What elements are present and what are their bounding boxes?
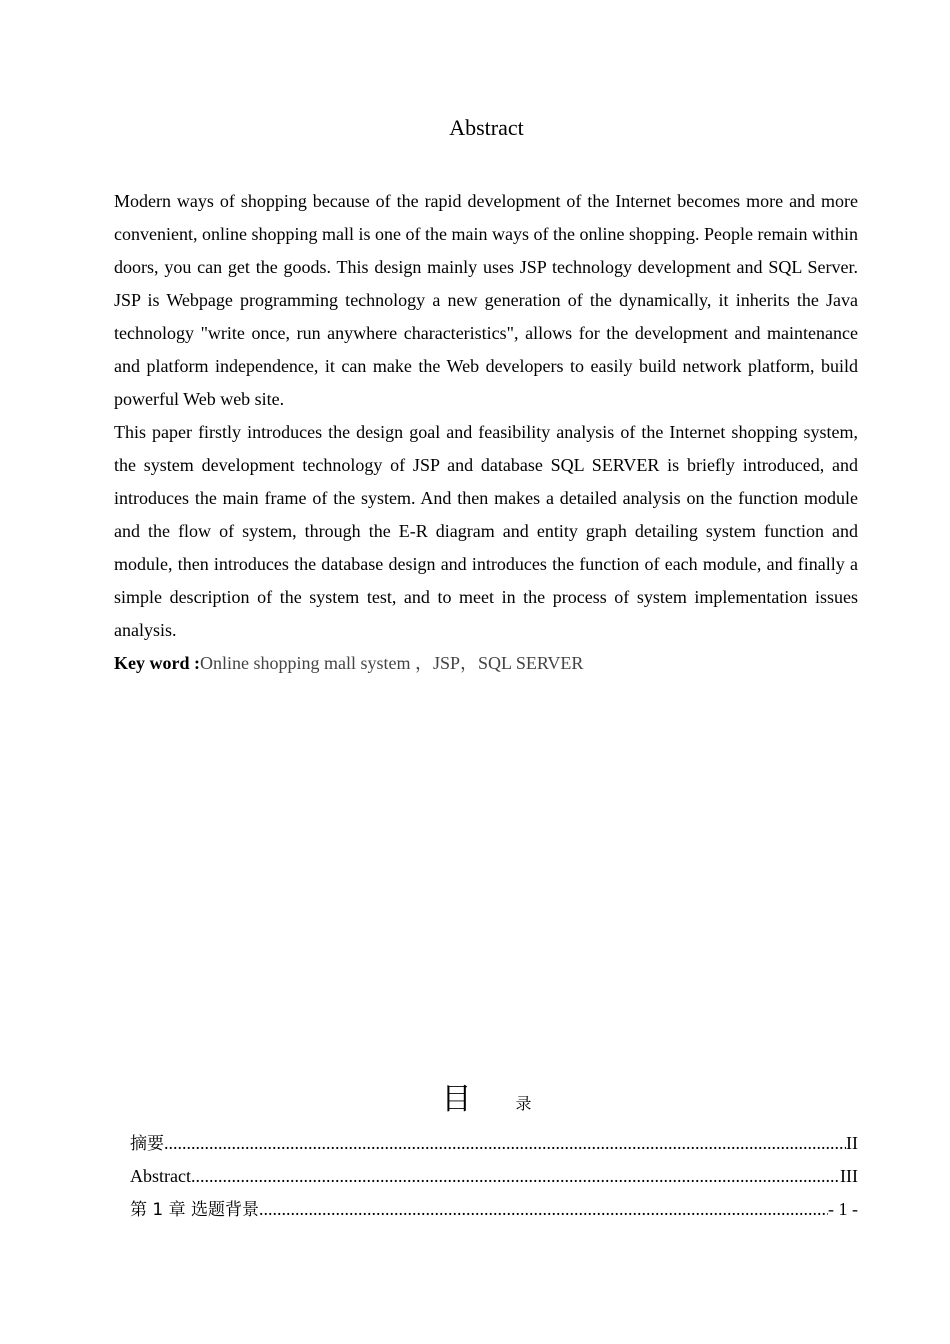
abstract-paragraph-1: Modern ways of shopping because of the rapid development of the Internet becomes more and more convenient, online shopping mall is one of the main ways of the online shopping. People remain within doors, you can get the goods. This design mainly uses JSP technology development and SQL Server. JSP is Webpage programming technology a new generation of the dynamically, it inherits the Java technology "write once, run anywhere characteristics", allows for the development and maintenance and platform independence, it can make the Web developers to easily build network platform, build powerful Web web site. bbox=[114, 191, 858, 409]
toc-title bbox=[0, 1082, 950, 1122]
abstract-body bbox=[114, 185, 858, 680]
abstract-title: Abstract bbox=[449, 115, 524, 140]
toc-leader-dots bbox=[191, 1160, 840, 1193]
toc-entry-zhaiyao[interactable] bbox=[130, 1127, 858, 1160]
abstract-paragraph-2: This paper firstly introduces the design goal and feasibility analysis of the Internet shopping system, the system development technology of JSP and database SQL SERVER is briefly introduced, and introduces the main frame of the system. And then makes a detailed analysis on the function module and the flow of system, through the E-R diagram and entity graph detailing system function and module, then introduces the database design and introduces the function of each module, and finally a simple description of the system test, and to meet in the process of system implementation issues analysis. bbox=[114, 422, 858, 640]
keywords-line bbox=[114, 647, 858, 680]
keywords-value: Online shopping mall system ，JSP，SQL SERVER bbox=[199, 653, 584, 673]
toc-leader-dots bbox=[164, 1127, 846, 1160]
table-of-contents bbox=[130, 1127, 858, 1226]
toc-leader-dots bbox=[259, 1193, 828, 1226]
toc-entry-page: III bbox=[840, 1166, 858, 1186]
keywords-label: Key word : bbox=[114, 653, 200, 673]
toc-entry-page: II bbox=[846, 1133, 858, 1153]
toc-entry-label: 第 1 章 选题背景 bbox=[130, 1200, 260, 1220]
toc-entry-label: 摘要 bbox=[130, 1134, 164, 1154]
toc-entry-chapter-1[interactable] bbox=[130, 1193, 858, 1226]
toc-entry-label: Abstract bbox=[130, 1166, 191, 1186]
toc-title-char-2: 录 bbox=[515, 1094, 532, 1113]
toc-entry-abstract[interactable] bbox=[130, 1160, 858, 1193]
toc-title-char-1: 目 bbox=[441, 1082, 472, 1117]
toc-entry-page: - 1 - bbox=[828, 1199, 858, 1219]
